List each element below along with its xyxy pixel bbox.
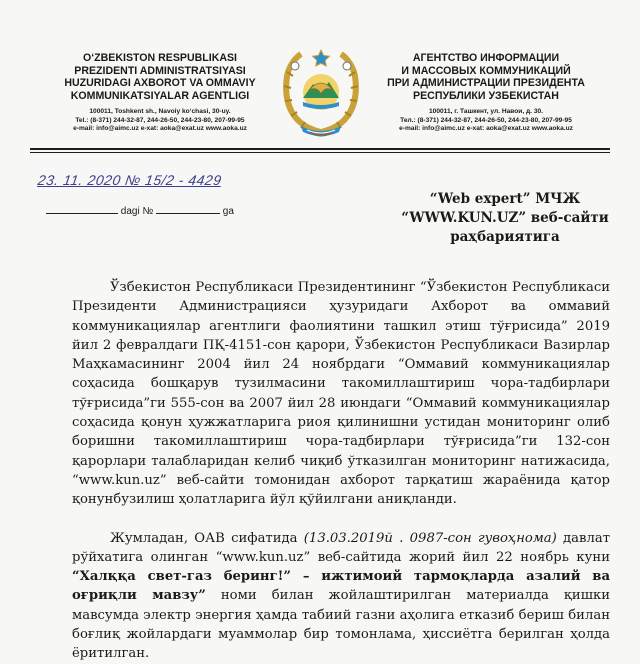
header-divider-thick: [30, 148, 610, 150]
reference-number-blank: [156, 203, 220, 214]
header-right-line: РЕСПУБЛИКИ УЗБЕКИСТАН: [413, 89, 559, 102]
header-left-contacts: [40, 108, 280, 133]
body-p2-certificate: (13.03.2019й . 0987-сон гувоҳнома): [303, 530, 557, 546]
addressee-line-1: “Web expert” МЧЖ: [429, 191, 581, 207]
header-right-phone: Тел.: (8-371) 244-32-87, 244-26-50, 244-23-80, 207-99-95: [400, 116, 572, 124]
header-right-line: И МАССОВЫХ КОММУНИКАЦИЙ: [401, 64, 571, 77]
handwritten-registration-number: 23. 11. 2020 № 15/2 - 4429: [36, 172, 223, 188]
body-paragraph-1: Ўзбекистон Республикаси Президентининг “Ўзбекистон Республикаси Президенти Администрацияси ҳузуридаги Ахборот ва оммавий коммуникациялар агентлиги фаолиятини ташкил этиш тўғрисида” 2019 йил 2 февралдаги ПҚ-4151-сон қарори, Ўзбекистон Республикаси Вазирлар Маҳкамасининг 2004 йил 24 ноябрдаги “Оммавий коммуникациялар соҳасида бошқарув тузилмасини такомиллаштириш чора-тадбирлари тўғрисида”ги 555-сон ва 2007 йил 28 июндаги “Оммавий коммуникациялар соҳасида қонун ҳужжатларига риоя қилинишни устидан мониторинг олиб боришни такомиллаштириш чора-тадбирлари тўғрисида”ги 132-сон қарорлари талабларидан келиб чиқиб ўтказилган мониторинг натижасида, “www.kun.uz” веб-сайти томонидан ахборот тарқатиш жараёнида қатор қонунбузилиш ҳолатларига йўл қўйилгани аниқланди.: [72, 280, 610, 508]
addressee-block: [390, 190, 620, 247]
header-left-email: e-mail: info@aimc.uz e-xat: aoka@exat.uz www.aoka.uz: [73, 124, 247, 132]
header-right-email: e-mail: info@aimc.uz e-xat: aoka@exat.uz www.aoka.uz: [399, 124, 573, 132]
addressee-line-3: раҳбариятига: [450, 229, 560, 245]
reference-ga-label: ga: [222, 206, 234, 217]
header-left-line: KOMMUNIKATSIYALAR AGENTLIGI: [70, 89, 250, 102]
reference-date-blank: [46, 203, 118, 214]
header-left-line: HUZURIDAGI AXBOROT VA OMMAVIY: [64, 77, 256, 90]
letter-body: [72, 278, 610, 664]
header-right-line: ПРИ АДМИНИСТРАЦИИ ПРЕЗИДЕНТА: [387, 77, 585, 90]
header-right-ru: [366, 52, 606, 133]
body-p2-text-c: номи билан жойлаштирилган материалда қишки мавсумда электр энергия ҳамда табиий газни аҳолига етказиб бериш билан боғлиқ жойлардаги муаммолар бир томонлама, ҳиссиётга берилган ҳолда ёритилган.: [72, 588, 610, 662]
body-paragraph-2: [72, 529, 610, 664]
body-p2-article-title: “Халққа свет-газ беринг!” – ижтимоий тармоқларда азалий ва оғриқли мавзу”: [72, 569, 610, 604]
header-left-phone: Tel.: (8-371) 244-32-87, 244-26-50, 244-23-80, 207-99-95: [75, 116, 245, 124]
header-left-address: 100011, Toshkent sh., Navoiy ko‘chasi, 30-uy.: [89, 108, 231, 116]
header-right-contacts: [366, 108, 606, 133]
header-left-line: O‘ZBEKISTON RESPUBLIKASI: [82, 52, 238, 64]
addressee-line-2: “WWW.KUN.UZ” веб-сайти: [401, 210, 609, 226]
header-left-line: PREZIDENTI ADMINISTRATSIYASI: [74, 64, 246, 77]
body-p2-text-a: Жумладан, ОАВ сифатида: [110, 530, 304, 546]
header-divider-thin: [30, 152, 610, 153]
reference-dagi-label: dagi №: [120, 206, 154, 217]
reference-line: [46, 203, 234, 217]
header-right-address: 100011, г. Ташкент, ул. Навои, д. 30.: [428, 108, 543, 116]
header-left-uz: [40, 52, 280, 133]
state-emblem-icon: [279, 46, 363, 138]
header-right-line: АГЕНТСТВО ИНФОРМАЦИИ: [412, 52, 560, 64]
body-p2-text-b: давлат рўйхатига олинган “www.kun.uz” веб-сайтида жорий йил 22 ноябрь куни: [72, 530, 610, 565]
